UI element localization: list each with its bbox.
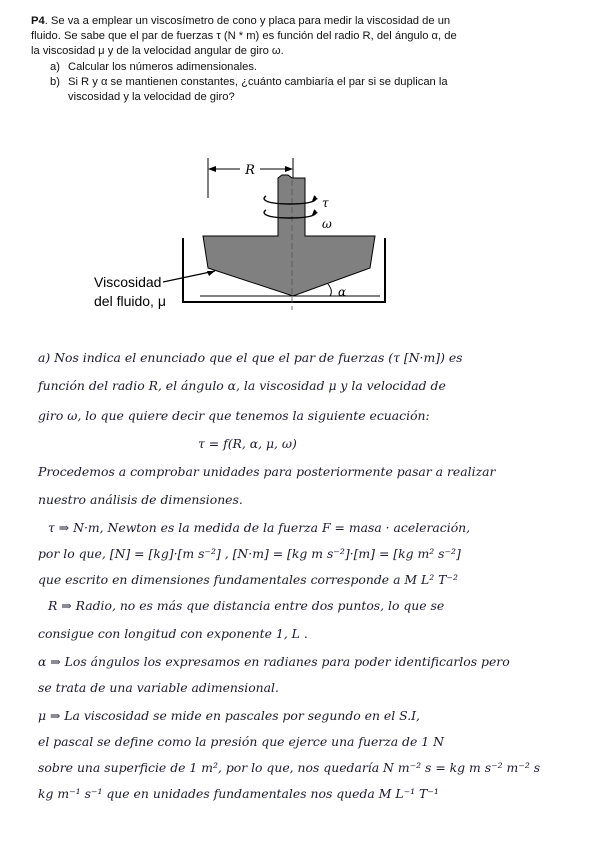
answer-line: consigue con longitud con exponente 1, L . [38,626,308,641]
part-a [31,60,591,75]
part-label: a) [50,60,60,73]
statement-line: fluido. Se sabe que el par de fuerzas τ (N * m) es función del radio R, del ángulo α, de [31,30,457,43]
statement-line: . Se va a emplear un viscosímetro de cono y placa para medir la viscosidad de un [44,15,451,27]
angle-arc [328,284,331,296]
problem-intro [31,14,591,60]
answer-line: kg m⁻¹ s⁻¹ que en unidades fundamentales nos queda M L⁻¹ T⁻¹ [38,786,439,801]
answer-line: que escrito en dimensiones fundamentales corresponde a M L² T⁻² [38,572,458,587]
part-text: viscosidad y la velocidad de giro? [68,91,235,104]
answer-line: Procedemos a comprobar unidades para posteriormente pasar a realizar [38,464,496,479]
answer-line: a) Nos indica el enunciado que el que el par de fuerzas (τ [N·m]) es [38,350,463,365]
answer-line: τ = f(R, α, μ, ω) [198,436,297,451]
statement-line: la viscosidad μ y de la velocidad angular de giro ω. [31,45,284,58]
answer-line: función del radio R, el ángulo α, la viscosidad μ y la velocidad de [38,378,446,393]
viscosity-leader-line [163,271,215,282]
part-b [31,75,591,105]
answer-line: giro ω, lo que quiere decir que tenemos la siguiente ecuación: [38,408,430,423]
omega-label: ω [322,217,332,231]
answer-line: el pascal se define como la presión que ejerce una fuerza de 1 N [38,734,444,749]
answer-line: se trata de una variable adimensional. [38,680,279,695]
arrowhead [285,166,293,172]
arrowhead [207,271,215,276]
torque-label: τ [322,196,329,210]
problem-parts [31,60,591,106]
answer-line: por lo que, [N] = [kg]·[m s⁻²] , [N·m] = [kg m s⁻²]·[m] = [kg m² s⁻²] [38,546,461,561]
answer-line: α ⇒ Los ángulos los expresamos en radianes para poder identificarlos pero [38,654,510,669]
answer-line: nuestro análisis de dimensiones. [38,492,243,507]
cone-plate-viscometer-diagram [60,150,400,322]
arrowhead [208,166,216,172]
problem-statement [31,14,591,105]
part-text: Calcular los números adimensionales. [68,60,258,73]
answer-line: τ ⇒ N·m, Newton es la medida de la fuerza F = masa · aceleración, [48,520,471,535]
viscosity-label-line1: Viscosidad [94,274,162,290]
answer-line: sobre una superficie de 1 m², por lo que, nos quedaría N m⁻² s = kg m s⁻² m⁻² s [38,760,541,775]
answer-line: μ ⇒ La viscosidad se mide en pascales por segundo en el S.I, [38,708,420,723]
part-text: Si R y α se mantienen constantes, ¿cuánto cambiaría el par si se duplican la [68,75,448,88]
angle-label: α [338,285,347,299]
part-label: b) [50,75,60,88]
problem-number: P4 [31,15,45,27]
radius-label: R [245,163,255,178]
viscosity-label-line2: del fluido, μ [94,293,166,309]
answer-line: R ⇒ Radio, no es más que distancia entre dos puntos, lo que se [48,598,445,613]
cone-and-shaft [203,175,375,296]
